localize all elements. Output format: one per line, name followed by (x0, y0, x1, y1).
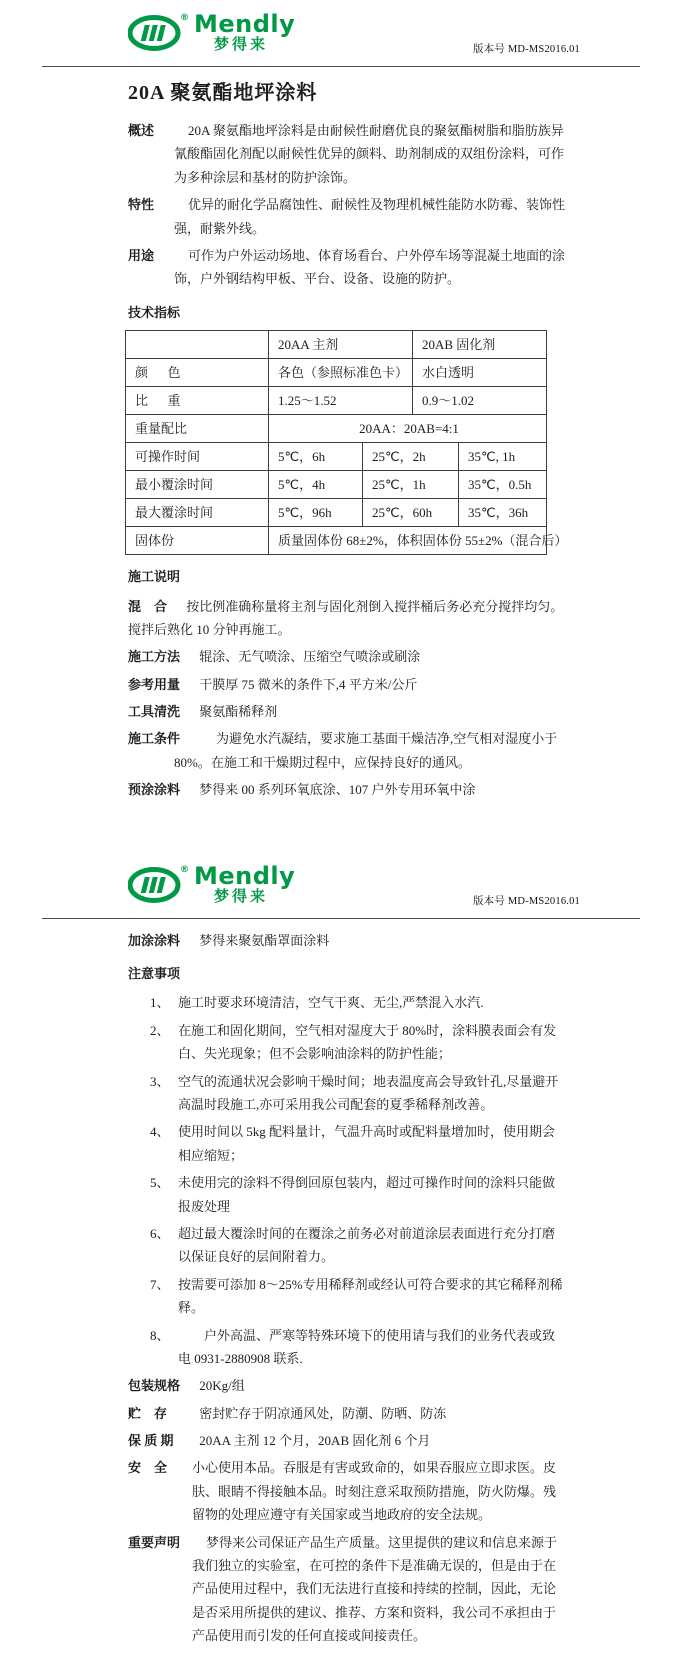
note-item-4 (128, 1120, 567, 1167)
page-title: 20A 聚氨酯地坪涂料 (128, 82, 318, 104)
note-text: 使用时间以 5kg 配料量计，气温升高时或配料量增加时，使用期会相应缩短； (178, 1124, 556, 1163)
storage-item (128, 1402, 567, 1425)
conditions-label: 施工条件 (128, 731, 181, 747)
version-number: 版本号 MD-MS2016.01 (472, 44, 580, 56)
safety-paragraph (128, 1456, 567, 1526)
spec-row-header (126, 331, 546, 359)
note-number: 8、 (150, 1327, 170, 1343)
note-item-3 (128, 1070, 567, 1117)
mixing-text: 按比例准确称量将主剂与固化剂倒入搅拌桶后务必充分搅拌均匀。搅拌后熟化 10 分钟再施工。 (128, 598, 564, 637)
note-text: 按需要可添加 8～25%专用稀释剂或经认可符合要求的其它稀释剂稀释。 (178, 1276, 563, 1316)
spec-cell: 1.25～1.52 (269, 387, 413, 414)
page2-content (128, 929, 567, 1648)
brand-logo (128, 861, 296, 911)
note-number: 4、 (150, 1124, 170, 1140)
spec-cell: 水白透明 (422, 364, 475, 380)
spec-row-ratio (126, 415, 546, 443)
spec-cell-main-agent: 20AA 主剂 (269, 331, 413, 358)
note-item-6 (128, 1222, 567, 1269)
note-text: 在施工和固化期间，空气相对湿度大于 80%时，涂料膜表面会有发白、失光现象；但不会影响油涂料的防护性能； (178, 1022, 557, 1062)
note-item-1 (128, 991, 567, 1014)
note-text: 户外高温、严寒等特殊环境下的使用请与我们的业务代表或致电 0931-2880908 联系. (178, 1327, 556, 1366)
spec-cell: 25℃，60h (363, 499, 459, 526)
spec-cell: 0.9～1.02 (422, 392, 475, 408)
spec-cell: 35℃，36h (468, 504, 529, 520)
usage-text: 可作为户外运动场地、体育场看台、户外停车场等混凝土地面的涂饰，户外钢结构甲板、平台、设备、设施的防护。 (174, 247, 566, 287)
spec-row-min-recoat (126, 471, 546, 499)
note-item-5 (128, 1171, 567, 1218)
note-number: 1、 (150, 995, 170, 1011)
storage-label: 贮 存 (128, 1405, 168, 1421)
precoat-text: 梦得来 00 系列环氧底涂、107 户外专用环氧中涂 (199, 782, 476, 798)
disclaimer-paragraph (128, 1531, 567, 1648)
construction-heading: 施工说明 (128, 569, 181, 585)
features-label: 特性 (128, 197, 155, 213)
spec-cell (126, 331, 269, 358)
disclaimer-text: 梦得来公司保证产品生产质量。这里提供的建议和信息来源于我们独立的实验室，在可控的条件下是准确无误的，但是由于在产品使用过程中，我们无法进行直接和持续的控制，因此，无论是否采用所提供的建议、推荐、方案和资料，我公司不承担由于产品使用而引发的任何直接或间接责任。 (192, 1534, 558, 1644)
note-text: 空气的流通状况会影响干燥时间；地表温度高会导致针孔,尽量避开高温时段施工,亦可采用我公司配套的夏季稀释剂改善。 (178, 1073, 559, 1112)
spec-cell-label: 最大覆涂时间 (126, 499, 269, 526)
disclaimer-label: 重要声明 (128, 1534, 181, 1550)
page-2 (0, 861, 687, 1648)
note-item-8 (128, 1324, 567, 1371)
datasheet (0, 12, 687, 1680)
header-divider (42, 66, 640, 67)
spec-cell: 5℃，6h (269, 443, 363, 470)
note-text: 未使用完的涂料不得倒回原包装内，超过可操作时间的涂料只能做报废处理 (178, 1175, 556, 1214)
mixing-label: 混 合 (128, 598, 168, 614)
note-number: 5、 (150, 1175, 170, 1191)
topcoat-text: 梦得来聚氨酯罩面涂料 (199, 932, 330, 948)
spec-cell: 各色（参照标准色卡） (269, 359, 413, 386)
note-number: 7、 (150, 1276, 170, 1292)
spec-row-solids (126, 527, 568, 554)
spec-cell-solids-value: 质量固体份 68±2%，体积固体份 55±2%（混合后） (278, 532, 568, 548)
spec-cell: 25℃，1h (363, 471, 459, 498)
spec-cell-ratio-value: 20AA：20AB=4:1 (359, 420, 459, 436)
specs-heading: 技术指标 (128, 304, 181, 320)
dosage-item (128, 673, 567, 696)
section-overview (128, 119, 567, 189)
spec-table (125, 330, 568, 555)
spec-cell: 5℃，4h (269, 471, 363, 498)
spec-cell-label: 颜 色 (126, 359, 269, 386)
dosage-text: 干膜厚 75 微米的条件下,4 平方米/公斤 (199, 676, 418, 692)
note-number: 6、 (150, 1225, 170, 1241)
spec-cell-label: 可操作时间 (126, 443, 269, 470)
overview-label: 概述 (128, 123, 155, 138)
packing-label: 包装规格 (128, 1378, 181, 1394)
features-text: 优异的耐化学品腐蚀性、耐候性及物理机械性能防水防霉、装饰性强，耐紫外线。 (174, 197, 566, 236)
usage-label: 用途 (128, 247, 155, 263)
notes-heading: 注意事项 (128, 966, 181, 982)
storage-text: 密封贮存于阴凉通风处，防潮、防晒、防冻 (199, 1405, 447, 1421)
cleaning-label: 工具清洗 (128, 704, 181, 720)
safety-label: 安 全 (128, 1460, 168, 1476)
spec-row-density (126, 387, 546, 415)
packing-text: 20Kg/组 (199, 1378, 245, 1394)
precoat-item (128, 778, 567, 801)
brand-name: Mendly (194, 10, 296, 38)
spec-cell: 35℃，0.5h (468, 476, 532, 492)
spec-cell-hardener: 20AB 固化剂 (422, 336, 496, 352)
conditions-paragraph (128, 727, 567, 774)
page1-header (0, 12, 687, 64)
packing-item (128, 1374, 567, 1397)
note-number: 2、 (150, 1022, 170, 1038)
note-item-2 (128, 1019, 567, 1066)
method-label: 施工方法 (128, 649, 181, 665)
spec-cell-label: 最小覆涂时间 (126, 471, 269, 498)
version-number: 版本号 MD-MS2016.01 (472, 895, 580, 907)
brand-name-chinese: 梦得来 (214, 886, 269, 905)
note-text: 超过最大覆涂时间的在覆涂之前务必对前道涂层表面进行充分打磨以保证良好的层间附着力。 (178, 1225, 556, 1265)
brand-name: Mendly (194, 861, 296, 890)
spec-cell-label: 重量配比 (126, 415, 269, 442)
safety-text: 小心使用本品。吞服是有害或致命的，如果吞服应立即求医。皮肤、眼睛不得接触本品。时刻注意采取预防措施，防火防爆。残留物的处理应遵守有关国家或当地政府的安全法规。 (192, 1460, 557, 1523)
dosage-label: 参考用量 (128, 676, 181, 692)
spec-row-color (126, 359, 546, 387)
brand-wordmark (194, 861, 296, 905)
conditions-text: 为避免水汽凝结，要求施工基面干燥洁净,空气相对湿度小于 80%。在施工和干燥期过程中，应保持良好的通风。 (174, 731, 558, 770)
shelf-life-item (128, 1429, 567, 1452)
note-number: 3、 (150, 1073, 170, 1089)
method-text: 辊涂、无气喷涂、压缩空气喷涂或刷涂 (199, 649, 421, 665)
brand-logo (128, 12, 295, 59)
spec-cell: 35℃, 1h (468, 448, 516, 464)
shelf-life-text: 20AA 主剂 12 个月，20AB 固化剂 6 个月 (199, 1433, 431, 1449)
page1-content (128, 119, 567, 802)
registered-trademark-icon: ® (180, 864, 189, 875)
method-item (128, 645, 567, 668)
overview-text: 20A 聚氨酯地坪涂料是由耐候性耐磨优良的聚氨酯树脂和脂肪族异氰酸酯固化剂配以耐候性优异的颜料、助剂制成的双组份涂料，可作为多种涂层和基材的防护涂饰。 (174, 123, 565, 185)
page-1 (0, 12, 687, 802)
spec-row-max-recoat (126, 499, 546, 527)
spec-cell: 5℃，96h (269, 499, 363, 526)
section-usage (128, 244, 567, 291)
page2-header (0, 861, 687, 916)
mixing-paragraph (128, 595, 567, 642)
shelf-life-label: 保 质 期 (128, 1433, 174, 1449)
note-text: 施工时要求环境清洁，空气干爽、无尘,严禁混入水汽. (178, 995, 484, 1011)
header-divider (42, 918, 640, 919)
precoat-label: 预涂涂料 (128, 782, 181, 798)
brand-wordmark (194, 12, 295, 53)
topcoat-label: 加涂涂料 (128, 932, 181, 948)
section-features (128, 193, 567, 240)
cleaning-item (128, 700, 567, 723)
registered-trademark-icon: ® (180, 13, 189, 23)
spec-cell-label: 比 重 (126, 387, 269, 414)
note-item-7 (128, 1273, 567, 1320)
spec-cell-label: 固体份 (126, 527, 269, 554)
brand-name-chinese: 梦得来 (214, 35, 269, 53)
mendly-emblem-icon (128, 12, 182, 59)
spec-cell: 25℃，2h (363, 443, 459, 470)
cleaning-text: 聚氨酯稀释剂 (199, 704, 278, 720)
topcoat-item (128, 929, 567, 952)
spec-row-potlife (126, 443, 546, 471)
mendly-emblem-icon (128, 864, 182, 911)
